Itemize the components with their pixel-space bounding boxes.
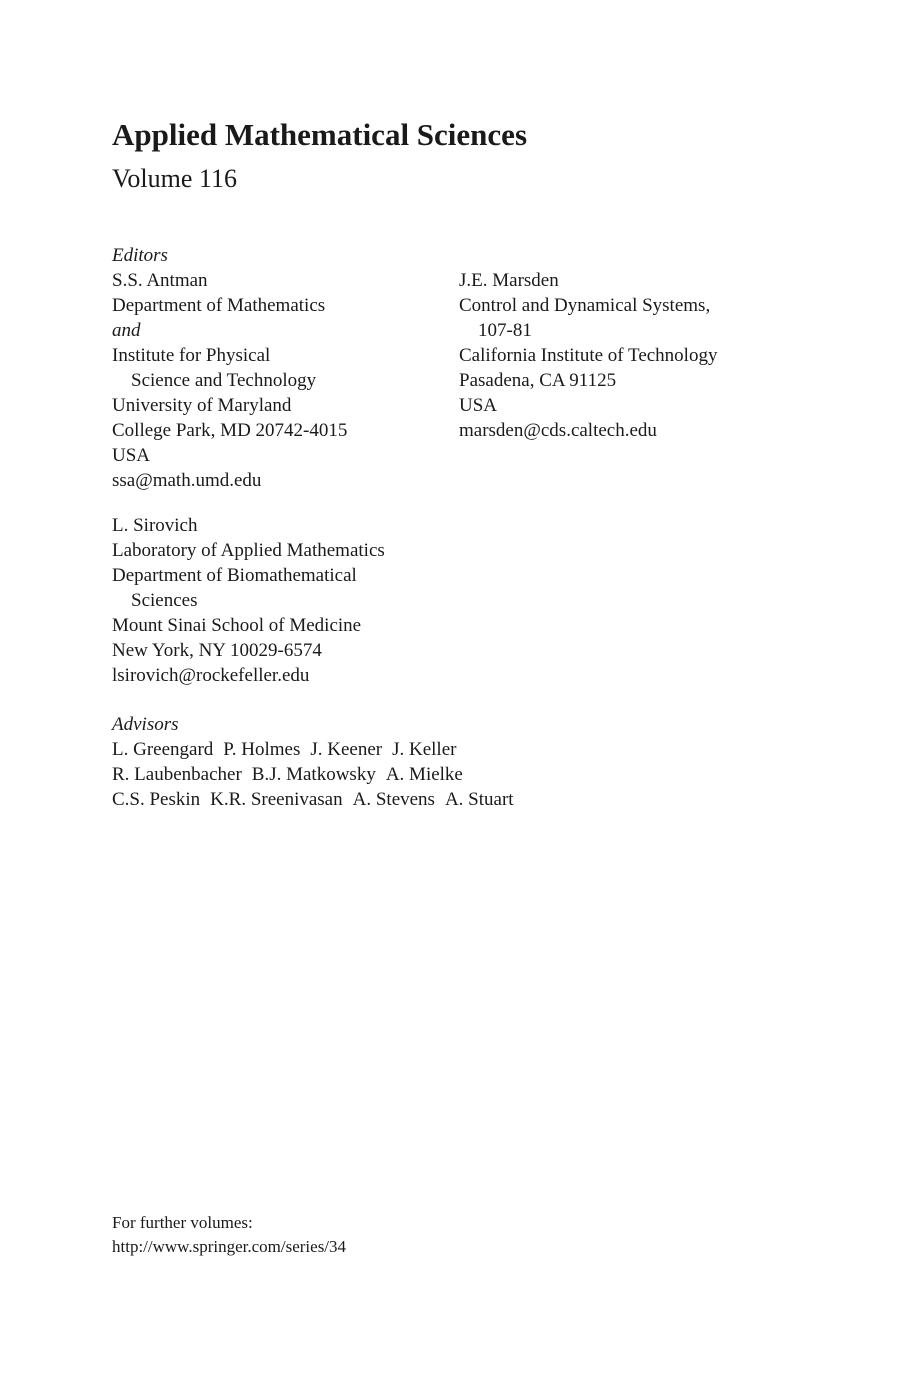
- advisor-name: R. Laubenbacher: [112, 764, 242, 785]
- further-volumes: [112, 1211, 346, 1259]
- advisor-name: J. Keller: [392, 739, 457, 760]
- advisor-name: A. Stuart: [444, 789, 514, 810]
- editor-address-line: Pasadena, CA 91125: [459, 370, 617, 391]
- advisor-name: A. Stevens: [352, 789, 435, 810]
- advisor-name: A. Mielke: [385, 764, 463, 785]
- advisors-section: [112, 712, 524, 812]
- further-volumes-label: For further volumes:: [112, 1213, 253, 1232]
- editor-address-line: Department of Mathematics: [112, 295, 326, 316]
- advisors-row: [112, 762, 524, 787]
- editor-address-line: Mount Sinai School of Medicine: [112, 615, 362, 636]
- advisors-label: Advisors: [112, 714, 179, 735]
- advisor-name: C.S. Peskin: [112, 789, 201, 810]
- editor-address-line: New York, NY 10029-6574: [112, 640, 322, 661]
- editor-address-conjunction: and: [112, 320, 141, 341]
- editor-antman: [112, 268, 347, 493]
- editor-address-line: Science and Technology: [131, 370, 317, 391]
- editor-name: J.E. Marsden: [459, 270, 559, 291]
- editor-address-line: Control and Dynamical Systems,: [459, 295, 711, 316]
- editor-address-line: College Park, MD 20742-4015: [112, 420, 348, 441]
- editor-address-line: Department of Biomathematical: [112, 565, 357, 586]
- editors-label: Editors: [112, 245, 168, 266]
- editor-address-line: Sciences: [131, 590, 198, 611]
- advisors-row: [112, 737, 524, 762]
- advisor-name: B.J. Matkowsky: [251, 764, 376, 785]
- advisor-name: K.R. Sreenivasan: [210, 789, 343, 810]
- editor-address-line: Institute for Physical: [112, 345, 271, 366]
- editor-address-line: 107-81: [478, 320, 532, 341]
- advisor-name: L. Greengard: [112, 739, 214, 760]
- editor-email: marsden@cds.caltech.edu: [459, 420, 657, 441]
- advisor-name: P. Holmes: [223, 739, 301, 760]
- editor-address-line: Laboratory of Applied Mathematics: [112, 540, 385, 561]
- advisor-name: J. Keener: [310, 739, 383, 760]
- editor-address-line: California Institute of Technology: [459, 345, 718, 366]
- editor-address-line: USA: [112, 445, 151, 466]
- editor-address-line: USA: [459, 395, 498, 416]
- editor-email: lsirovich@rockefeller.edu: [112, 665, 310, 686]
- editors-label-block: [112, 243, 168, 268]
- editor-sirovich: [112, 513, 385, 688]
- book-front-page: [112, 0, 872, 1388]
- editor-name: S.S. Antman: [112, 270, 208, 291]
- editor-marsden: [459, 268, 717, 443]
- volume-number: Volume 116: [112, 164, 237, 193]
- editor-name: L. Sirovich: [112, 515, 198, 536]
- advisors-row: [112, 787, 524, 812]
- series-url-link[interactable]: http://www.springer.com/series/34: [112, 1237, 347, 1256]
- editor-email: ssa@math.umd.edu: [112, 470, 262, 491]
- editor-address-line: University of Maryland: [112, 395, 292, 416]
- series-title: Applied Mathematical Sciences: [112, 117, 528, 152]
